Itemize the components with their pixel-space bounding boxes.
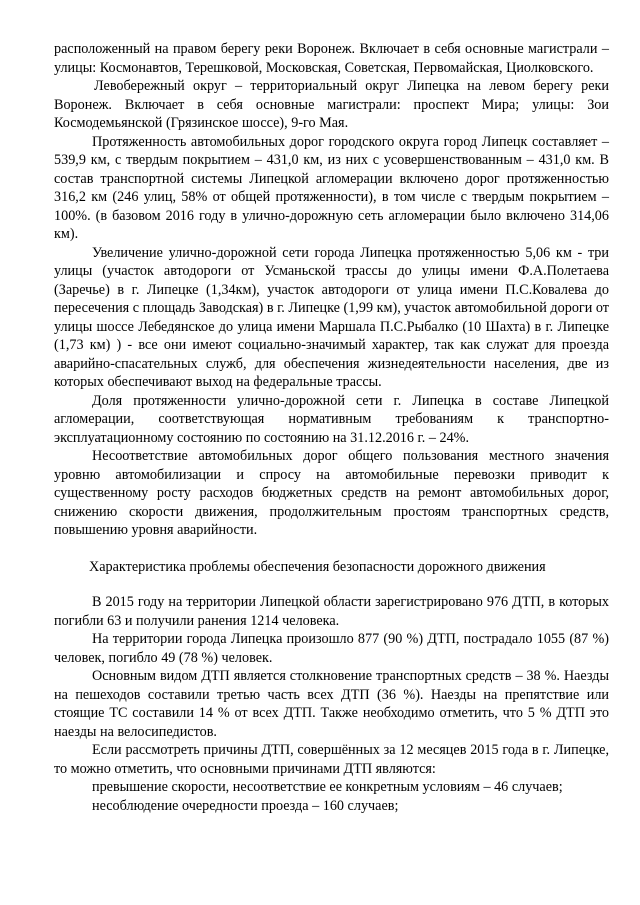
list-item: превышение скорости, несоответствие ее конкретным условиям – 46 случаев;: [92, 779, 563, 795]
paragraph-accident-types: Основным видом ДТП является столкновение транспортных средств – 38 %. Наезды на пешеходов составили третью часть всех ДТП (36 %). Наезды на препятствие или стоящие ТС составили 14 % от всех ДТП. Также необходимо отметить, что 5 % ДТП это наезды на велосипедистов.: [54, 668, 609, 740]
paragraph-network-increase: Увеличение улично-дорожной сети города Липецка протяженностью 5,06 км - три улицы (участок автодороги от Усманьской трассы до улицы имени Ф.А.Полетаева (Заречье) в г. Липецке (1,34км), участок автодороги от улица имени П.С.Ковалева до пересечения с площадь Заводская) в г. Липецке (1,99 км), участок автомобильной дороги от улицы шоссе Лебедянское до улица имени Маршала П.С.Рыбалко (10 Шахта) в г. Липецке (1,73 км) ) - все они имеют социально-значимый характер, так как служат для проезда аварийно-спасательных служб, для обеспечения жизнедеятельности населения, две из которых обеспечивают выход на федеральные трассы.: [54, 244, 609, 390]
document-page: [54, 40, 609, 815]
paragraph-pravoberezhny-continued: расположенный на правом берегу реки Воронеж. Включает в себя основные магистрали – улицы: Космонавтов, Терешковой, Московская, Советская, Первомайская, Циолковского.: [54, 41, 609, 76]
section-heading: Характеристика проблемы обеспечения безопасности дорожного движения: [89, 558, 546, 575]
paragraph-accidents-city: На территории города Липецка произошло 877 (90 %) ДТП, пострадало 1055 (87 %) человек, погибло 49 (78 %) человек.: [54, 631, 609, 666]
paragraph-roads-mismatch: Несоответствие автомобильных дорог общего пользования местного значения уровню автомобилизации и спросу на автомобильные перевозки приводит к существенному росту расходов бюджетных средств на ремонт автомобильных дорог, снижению скорости движения, продолжительным простоям транспортных средств, повышению уровня аварийности.: [54, 448, 609, 538]
paragraph-network-share: Доля протяженности улично-дорожной сети г. Липецка в составе Липецкой агломерации, соответствующая нормативным требованиям к транспортно-эксплуатационному состоянию по состоянию на 31.12.2016 г. – 24%.: [54, 392, 609, 446]
paragraph-accident-causes: Если рассмотреть причины ДТП, совершённых за 12 месяцев 2015 года в г. Липецке, то можно отметить, что основными причинами ДТП являются:: [54, 742, 609, 777]
list-item: несоблюдение очередности проезда – 160 случаев;: [92, 797, 399, 814]
paragraph-road-length: Протяженность автомобильных дорог городского округа город Липецк составляет – 539,9 км, с твердым покрытием – 431,0 км, из них с усовершенствованным – 431,0 км. В состав транспортной системы Липецкой агломерации включено дорог протяженностью 316,2 км (246 улиц, 58% от общей протяженности), в том числе с твердым покрытием – 100%. (в базовом 2016 году в улично-дорожную сеть агломерации было включено 314,06 км).: [54, 133, 609, 242]
paragraph-accidents-region: В 2015 году на территории Липецкой области зарегистрировано 976 ДТП, в которых погибли 63 и получили ранения 1214 человека.: [54, 594, 609, 629]
paragraph-levoberezhny-okrug: Левобережный округ – территориальный округ Липецка на левом берегу реки Воронеж. Включает в себя основные магистрали: проспект Мира; улицы: Зои Космодемьянской (Грязинское шоссе), 9-го Мая.: [54, 78, 609, 131]
